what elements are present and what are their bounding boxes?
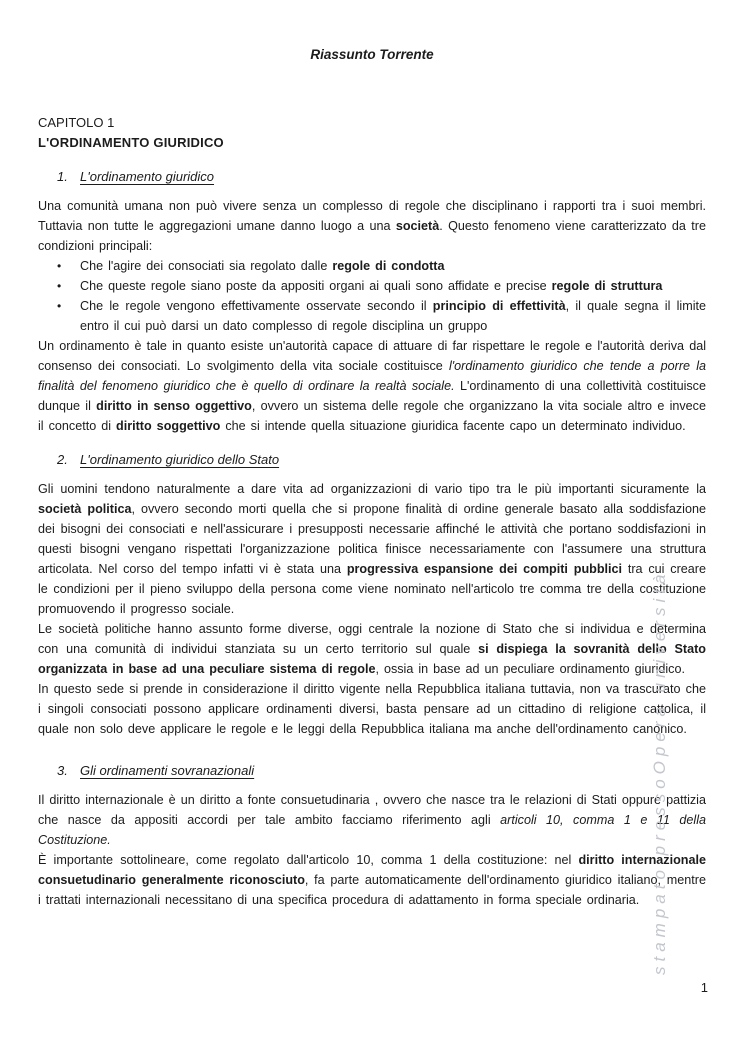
section-1-intro-paragraph: Una comunità umana non può vivere senza un complesso di regole che disciplinano i rapporti tra i suoi membri. Tuttavia non tutte le aggregazioni umane danno luogo a una società. Questo fenomeno viene caratterizzato da tre condizioni principali: (38, 199, 706, 253)
section-3-paragraph-2: È importante sottolineare, come regolato dall'articolo 10, comma 1 della costituzione: nel diritto internazionale consuetudinario generalmente riconosciuto, fa parte automaticamente dell'ordinamento giuridico italiano; mentre i trattati internazionali necessitano di una specifica procedura di adattamento in forma speciale ordinaria. (38, 853, 706, 907)
chapter-title: L'ORDINAMENTO GIURIDICO (38, 135, 224, 150)
bullet-item (38, 276, 706, 296)
section-1-heading (38, 167, 706, 187)
chapter-label: CAPITOLO 1 (38, 115, 115, 130)
bullet-text: Che l'agire dei consociati sia regolato dalle regole di condotta (80, 259, 445, 273)
bullet-icon: • (57, 259, 62, 273)
section-2-paragraph-2: Le società politiche hanno assunto forme diverse, oggi centrale la nozione di Stato che si individua e determina con una comunità di individui stanziata su un certo territorio sul quale si dispiega la sovranità dello Stato organizzata in base ad una peculiare sistema di regole, ossia in base ad un peculiare ordinamento giuridico. (38, 622, 706, 676)
bullet-icon: • (57, 299, 62, 313)
section-3-heading (38, 761, 706, 781)
section-1-title: L'ordinamento giuridico (80, 169, 215, 184)
chapter-block (38, 113, 706, 153)
bullet-text: Che queste regole siano poste da appositi organi ai quali sono affidate e precise regole di struttura (80, 279, 663, 293)
bullet-text: Che le regole vengono effettivamente osservate secondo il principio di effettività, il quale segna il limite entro il cui può darsi un dato complesso di regole disciplina un gruppo (80, 299, 706, 333)
section-2-title: L'ordinamento giuridico dello Stato (80, 452, 280, 467)
bullet-item (38, 256, 706, 276)
section-2-heading (38, 450, 706, 470)
section-1-paragraph-2: Un ordinamento è tale in quanto esiste un'autorità capace di attuare di far rispettare le regole e l'autorità deriva dal consenso dei consociati. Lo svolgimento della vita sociale costituisce l'ordinamento giuridico che tende a porre la finalità del fenomeno giuridico che è quello di ordinare la realtà sociale. L'ordinamento di una collettività costituisce dunque il diritto in senso oggettivo, ovvero un sistema delle regole che organizzano la vita sociale altro e invece il concetto di diritto soggettivo che si intende quella situazione giuridica facente capo un determinato individuo. (38, 339, 706, 433)
watermark-text: stampato pressoOpera università (650, 569, 669, 975)
document-title: Riassunto Torrente (310, 47, 434, 62)
bullet-icon: • (57, 279, 62, 293)
section-3-paragraph-1: Il diritto internazionale è un diritto a fonte consuetudinaria , ovvero che nasce tra le relazioni di Stati oppure pattizia che nasce da appositi accordi per tale ambito facciamo riferimento agli articoli 10, comma 1 e 11 della Costituzione. (38, 793, 706, 847)
page-number: 1 (700, 980, 708, 995)
section-2-paragraph-1: Gli uomini tendono naturalmente a dare vita ad organizzazioni di vario tipo tra le più importanti sicuramente la società politica, ovvero secondo morti quella che si propone finalità di ordine generale basato alla soddisfazione dei bisogni dei consociati e nell'assicurare i presupposti necessarie affinché le attività che portano soddisfazioni in questi bisogni vengano rispettati l'organizzazione politica finisce necessariamente con l'assumere una struttura articolata. Nel corso del tempo infatti vi è stata una progressiva espansione dei compiti pubblici tra cui creare le condizioni per il pieno sviluppo della persona come viene nominato nell'articolo tre comma tre della costituzione promuovendo il progresso sociale. (38, 482, 706, 616)
bullet-item (38, 296, 706, 336)
section-3-title: Gli ordinamenti sovranazionali (80, 763, 255, 778)
section-2-number: 2. (57, 452, 68, 467)
section-3-number: 3. (57, 763, 68, 778)
document-content (38, 38, 706, 910)
section-2-paragraph-3: In questo sede si prende in considerazione il diritto vigente nella Repubblica italiana tuttavia, non va trascurato che i singoli consociati possono applicare ordinamenti diversi, basta pensare ad un cittadino di religione cattolica, il quale non solo deve applicare le regole e le leggi della Repubblica italiana ma anche dell'ordinamento canonico. (38, 682, 706, 736)
section-1-number: 1. (57, 169, 68, 184)
